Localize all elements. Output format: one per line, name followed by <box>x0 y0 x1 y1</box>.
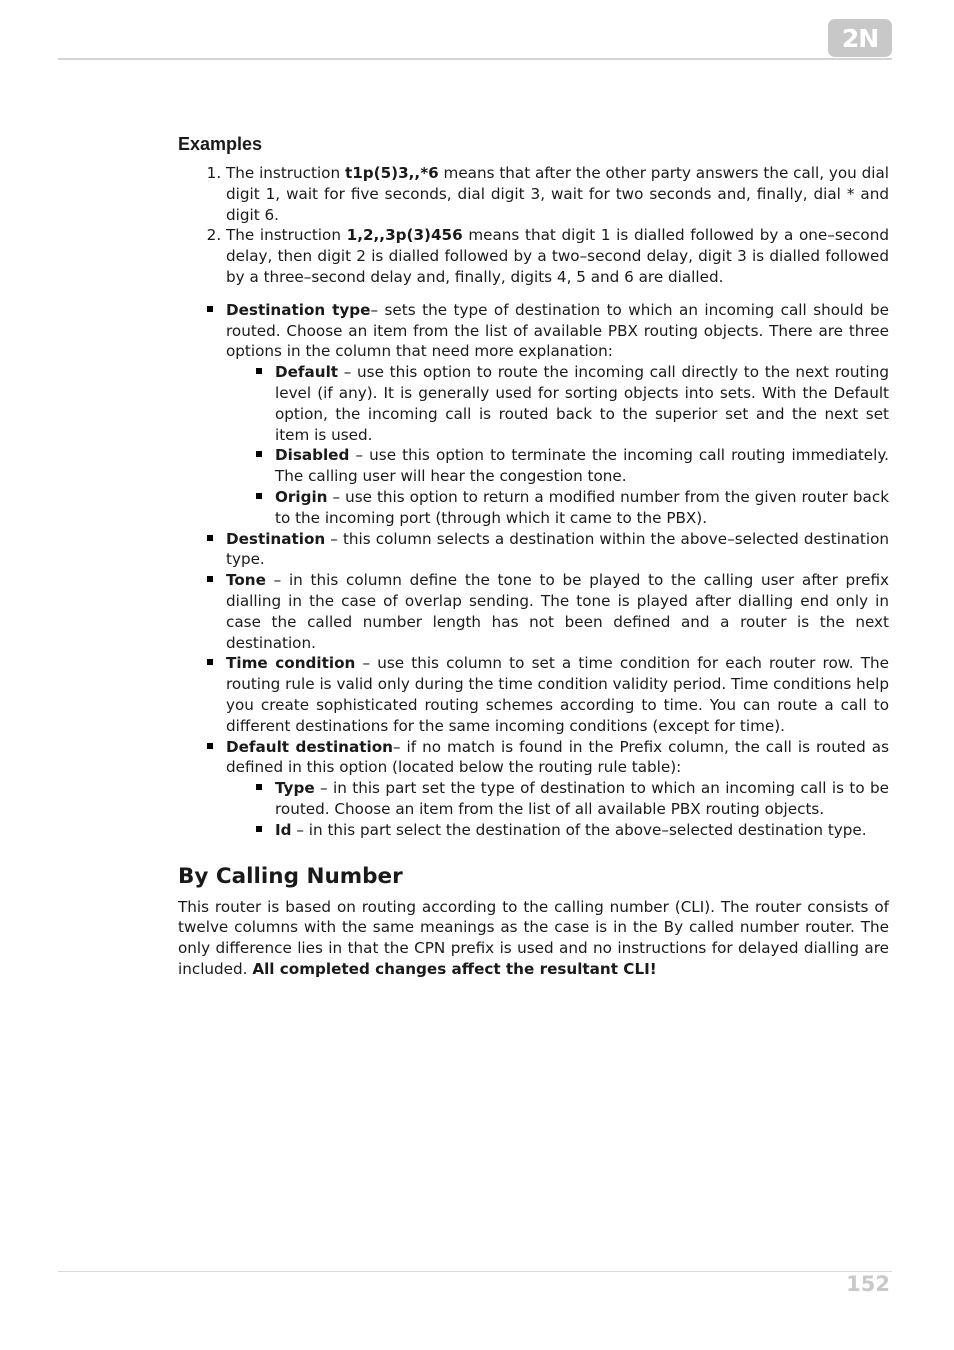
option-text: – use this column to set a time condition for each router row. The routing rule is valid only during the time condition validity period. Time conditions help you create sophisticated routing schemes according to time. You can route a call to different destinations for the same incoming conditions (except for time). <box>226 654 889 735</box>
option-destination-type <box>178 300 889 529</box>
document-body <box>178 133 889 980</box>
example-item <box>226 163 889 225</box>
bullet-icon <box>207 743 213 749</box>
bullet-icon <box>207 535 213 541</box>
examples-list <box>178 163 889 288</box>
example-code: t1p(5)3,,*6 <box>344 164 439 182</box>
suboption-term: Id <box>275 820 292 839</box>
option-text: – in this column define the tone to be played to the calling user after prefix dialling in the case of overlap sending. The tone is played after dialling end only in case the called number length has not been defined and a router is the next destination. <box>226 571 889 652</box>
suboption-term: Disabled <box>275 446 350 465</box>
suboption-text: – in this part select the destination of the above–selected destination type. <box>291 820 867 839</box>
suboption-term: Default <box>275 363 339 382</box>
suboption-id <box>226 820 889 841</box>
suboption-text: – use this option to return a modified number from the given router back to the incoming port (through which it came to the PBX). <box>275 487 889 527</box>
paragraph-text: This router is based on routing according to the calling number (CLI). The router consists of twelve columns with the same meanings as the case is in the By called number router. The only difference lies in that the CPN prefix is used and no instructions for delayed dialling are included. <box>178 897 889 978</box>
example-pre: The instruction <box>226 226 347 245</box>
option-default-destination <box>178 737 889 841</box>
bullet-icon <box>256 826 262 832</box>
suboption-text: – in this part set the type of destination to which an incoming call is to be routed. Choose an item from the list of all available PBX routing objects. <box>275 779 889 818</box>
option-tone <box>178 570 889 653</box>
option-destination <box>178 529 889 571</box>
default-destination-sublist <box>226 778 889 840</box>
option-term: Time condition <box>226 654 356 673</box>
example-post: means that digit 1 is dialled followed by a one–second delay, then digit 2 is dialled followed by a two–second delay, digit 3 is dialled followed by a three–second delay and, finally, digits 4, 5 and 6 are dialled. <box>226 226 889 286</box>
brand-logo <box>828 19 892 57</box>
suboption-text: – use this option to route the incoming call directly to the next routing level (if any). It is generally used for sorting objects into sets. With the Default option, the incoming call is routed back to the superior set and the next set item is used. <box>275 363 889 444</box>
suboption-default <box>226 362 889 445</box>
option-term: Default destination <box>226 737 393 756</box>
bullet-icon <box>207 306 213 312</box>
bullet-icon <box>207 576 213 582</box>
section-paragraph <box>178 897 889 980</box>
example-post: means that after the other party answers the call, you dial digit 1, wait for five seconds, dial digit 3, wait for two seconds and, finally, dial * and digit 6. <box>226 164 889 224</box>
option-text: – sets the type of destination to which an incoming call should be routed. Choose an item from the list of available PBX routing objects. There are three options in the column that need more explanation: <box>226 300 889 361</box>
bullet-icon <box>256 451 262 457</box>
example-pre: The instruction <box>226 164 345 182</box>
suboption-disabled <box>226 445 889 487</box>
bullet-icon <box>207 659 213 665</box>
bullet-icon <box>256 368 262 374</box>
section-heading: By Calling Number <box>178 863 403 889</box>
example-item <box>226 225 889 287</box>
footer-rule <box>58 1271 892 1272</box>
option-text: – this column selects a destination within the above–selected destination type. <box>226 529 889 569</box>
example-code: 1,2,,3p(3)456 <box>346 226 463 245</box>
suboption-origin <box>226 487 889 529</box>
suboption-term: Origin <box>275 487 328 506</box>
page-number: 152 <box>846 1272 890 1296</box>
option-term: Destination <box>226 529 326 548</box>
option-time-condition <box>178 653 889 736</box>
paragraph-bold-text: All completed changes affect the resultant CLI! <box>252 959 657 978</box>
examples-heading: Examples <box>178 134 263 154</box>
logo-text: 2N <box>841 23 879 53</box>
bullet-icon <box>256 784 262 790</box>
destination-type-sublist <box>226 362 889 528</box>
suboption-term: Type <box>275 779 315 798</box>
options-list <box>178 300 889 841</box>
bullet-icon <box>256 493 262 499</box>
suboption-text: – use this option to terminate the incoming call routing immediately. The calling user will hear the congestion tone. <box>275 446 889 486</box>
header-rule <box>58 58 892 60</box>
option-term: Destination type <box>226 300 371 319</box>
option-text: – if no match is found in the Prefix column, the call is routed as defined in this option (located below the routing rule table): <box>226 737 889 777</box>
option-term: Tone <box>226 571 266 590</box>
suboption-type <box>226 778 889 820</box>
